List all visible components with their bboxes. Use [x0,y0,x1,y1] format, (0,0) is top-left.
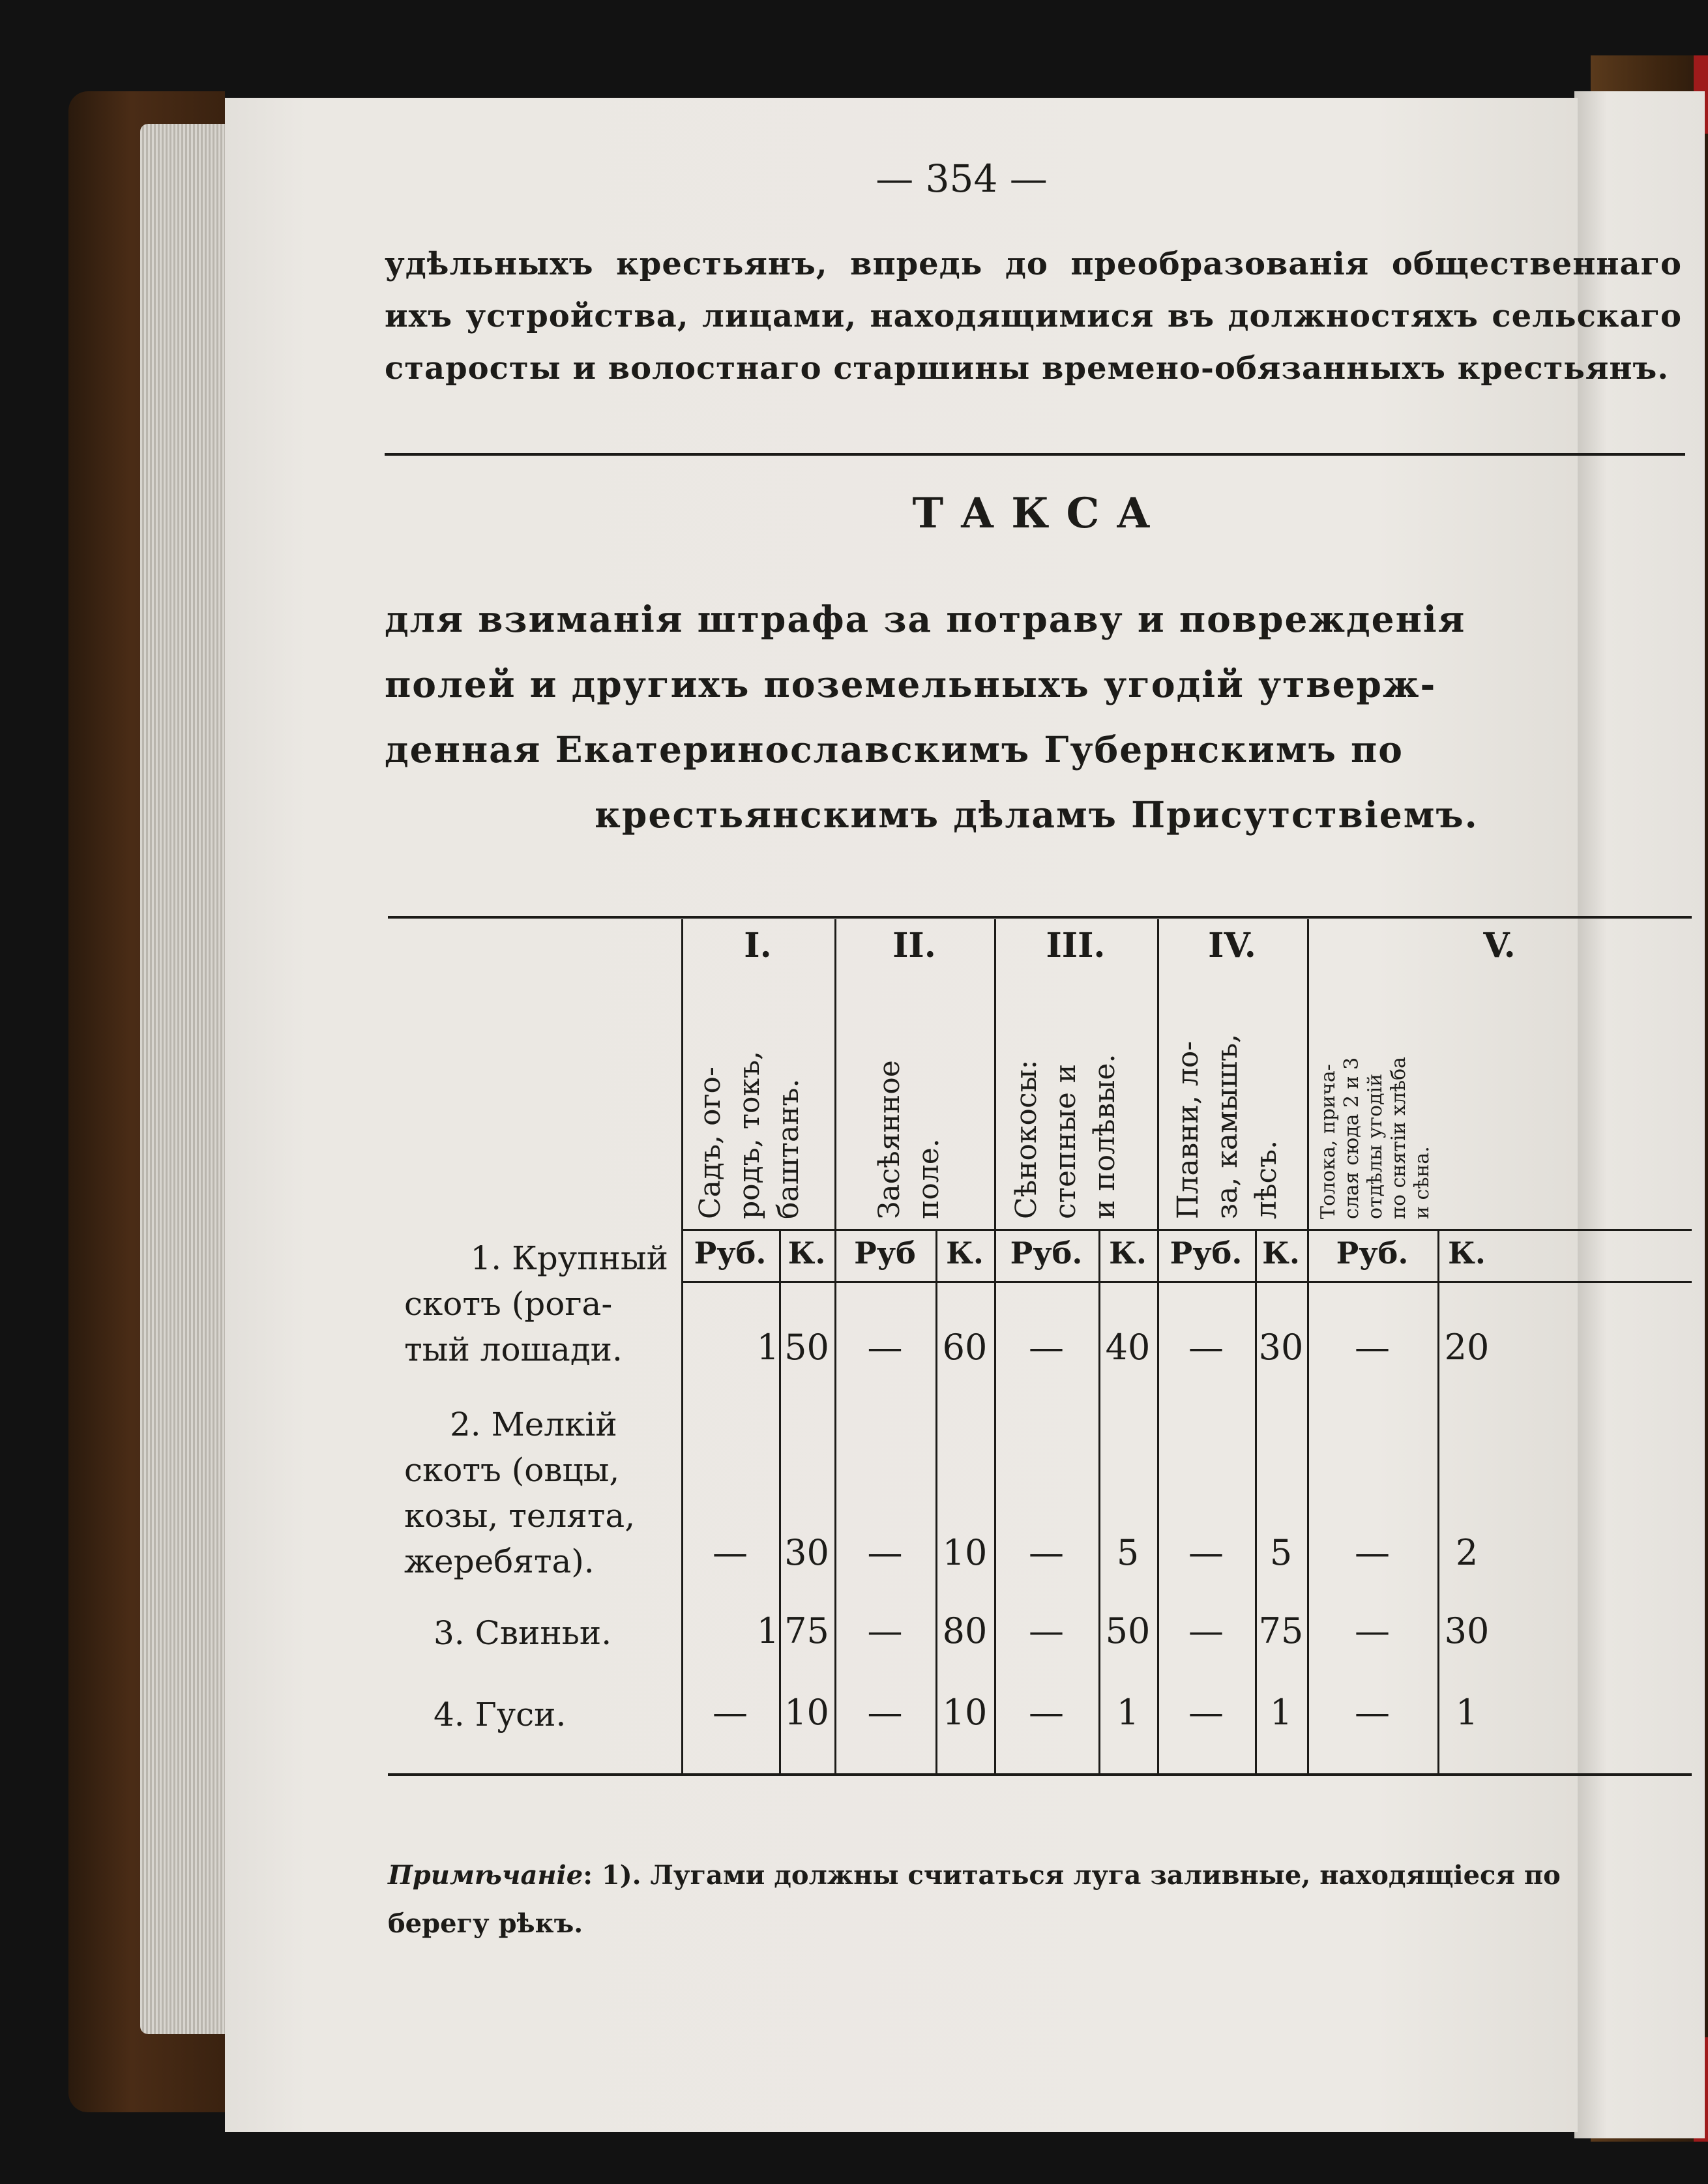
col-header-4 [1169,1034,1286,1219]
unit-rub-2: Руб [854,1235,916,1271]
row-label-1-line-3: тый лошади. [404,1331,623,1368]
table-top-rule [388,916,1692,919]
cell-r2-c7: — [1188,1532,1224,1573]
cell-r2-c3: — [867,1532,903,1573]
cell-r3-c9: — [1355,1610,1390,1651]
cell-r3-c6: 50 [1105,1610,1151,1651]
col-roman-5: V. [1483,926,1516,966]
col-header-1-line-1: Садъ, ого- [694,1067,727,1219]
page-number: — 354 — [876,156,1048,201]
col-header-4-line-2: за, камышъ, [1211,1033,1244,1219]
footnote-text: : 1). Лугами должны считаться луга заливные, находящіеся по берегу рѣкъ. [388,1860,1561,1939]
unit-kop-3: К. [1109,1235,1147,1271]
unit-kop-2: К. [946,1235,984,1271]
row-label-4-line-1: 4. Гуси. [434,1696,567,1734]
cell-r4-c6: 1 [1116,1692,1140,1733]
cell-r3-c2: 75 [784,1610,829,1651]
cell-r2-c8: 5 [1269,1532,1293,1573]
cell-r4-c8: 1 [1269,1692,1293,1733]
col-header-2-line-2: поле. [912,1138,945,1219]
cell-r4-c9: — [1355,1692,1390,1733]
table-bottom-rule [388,1773,1692,1776]
col-header-3-line-3: и полѣвые. [1088,1054,1121,1219]
col-header-5-line-4: по снятіи хлѣба [1387,1056,1410,1219]
cell-r4-c4: 10 [942,1692,988,1733]
row-label-1-line-2: скотъ (рога- [404,1285,613,1323]
col-header-5-line-5: и сѣна. [1411,1146,1434,1219]
section-divider [385,453,1685,456]
unit-rub-3: Руб. [1010,1235,1083,1271]
col-roman-1: I. [744,926,772,966]
title-line-1: для взиманія штрафа за потраву и поврежденія [385,598,1466,640]
unit-row-top-rule [681,1229,1692,1231]
body-paragraph: удѣльныхъ крестьянъ, впредь до преобразованія общественнаго ихъ устройства, лицами, находящимися въ должностяхъ сельскаго старосты и волостнаго старшины времено-обязанныхъ крестьянъ. [385,246,1682,387]
col-roman-4: IV. [1208,926,1256,966]
row-label-3 [404,1610,611,1656]
col-header-2-line-1: Засѣянное [873,1060,906,1219]
cell-r1-c9: — [1355,1327,1390,1368]
title-line-4: крестьянскимъ дѣламъ Присутствіемъ. [595,793,1479,836]
col-header-5-line-3: отдѣлы угодій [1364,1073,1387,1219]
title-line-3: денная Екатеринославскимъ Губернскимъ по [385,728,1404,771]
unit-rub-4: Руб. [1170,1235,1243,1271]
row-label-2-line-2: скотъ (овцы, [404,1451,620,1489]
col-header-5-line-2: слая сюда 2 и 3 [1340,1057,1363,1219]
book-page [225,98,1682,2132]
cell-r2-c4: 10 [942,1532,988,1573]
cell-r1-c5: — [1029,1327,1064,1368]
cell-r1-c2: 50 [784,1327,829,1368]
cell-r1-c6: 40 [1105,1327,1151,1368]
row-label-2-line-3: козы, телята, [404,1497,636,1535]
cell-r1-c3: — [867,1327,903,1368]
col-header-5 [1317,1057,1434,1219]
col-header-2 [870,1060,949,1219]
footnote [388,1852,1666,1948]
col-header-4-line-3: лѣсъ. [1250,1140,1283,1219]
cell-r4-c7: — [1188,1692,1224,1733]
heading-taksa: ТАКСА [912,489,1168,538]
cell-r2-c1: — [713,1532,748,1573]
cell-r2-c9: — [1355,1532,1390,1573]
cell-r1-c10: 20 [1444,1327,1490,1368]
cell-r1-c4: 60 [942,1327,988,1368]
cell-r4-c1: — [713,1692,748,1733]
cell-r1-c7: — [1188,1327,1224,1368]
cell-r3-c7: — [1188,1610,1224,1651]
table-title [385,587,1688,848]
cell-r1-c8: 30 [1258,1327,1304,1368]
row-label-4 [404,1692,566,1737]
col-header-1-line-2: родъ, токъ, [733,1050,766,1219]
col-roman-3: III. [1046,926,1106,966]
row-label-2-line-4: жеребята). [404,1542,595,1580]
cell-r4-c10: 1 [1455,1692,1479,1733]
cell-r2-c6: 5 [1116,1532,1140,1573]
row-label-2 [404,1402,635,1584]
col-roman-2: II. [892,926,936,966]
col-header-5-line-1: Толока, прича- [1317,1064,1340,1219]
col-header-3-line-2: степные и [1049,1063,1082,1219]
col-header-1-line-3: баштанъ. [772,1078,805,1219]
facing-page [1574,91,1705,2138]
row-label-3-line-1: 3. Свиньи. [434,1614,612,1652]
cell-r4-c2: 10 [784,1692,829,1733]
col-header-3-line-1: Сѣнокосы: [1010,1059,1043,1219]
footnote-label: Примѣчаніе [388,1860,583,1891]
cell-r4-c3: — [867,1692,903,1733]
unit-rub-1: Руб. [694,1235,767,1271]
cell-r1-c1: 1 [756,1327,779,1368]
unit-kop-4: К. [1262,1235,1300,1271]
row-label-1 [404,1235,668,1372]
title-line-2: полей и другихъ поземельныхъ угодій утверж- [385,663,1437,705]
unit-kop-1: К. [788,1235,826,1271]
row-label-2-line-1: 2. Мелкій [450,1406,617,1443]
cell-r3-c4: 80 [942,1610,988,1651]
cell-r4-c5: — [1029,1692,1064,1733]
cell-r3-c1: 1 [756,1610,779,1651]
row-label-1-line-1: 1. Крупный [470,1239,668,1277]
cell-r3-c8: 75 [1258,1610,1304,1651]
cell-r2-c5: — [1029,1532,1064,1573]
cell-r2-c2: 30 [784,1532,829,1573]
col-header-1 [691,1051,808,1219]
cell-r3-c5: — [1029,1610,1064,1651]
cell-r2-c10: 2 [1455,1532,1479,1573]
col-header-3 [1007,1054,1125,1219]
col-header-4-line-1: Плавни, ло- [1171,1040,1205,1219]
unit-row-bottom-rule [681,1281,1692,1283]
cell-r3-c10: 30 [1444,1610,1490,1651]
unit-kop-5: К. [1448,1235,1486,1271]
cell-r3-c3: — [867,1610,903,1651]
unit-rub-5: Руб. [1336,1235,1409,1271]
